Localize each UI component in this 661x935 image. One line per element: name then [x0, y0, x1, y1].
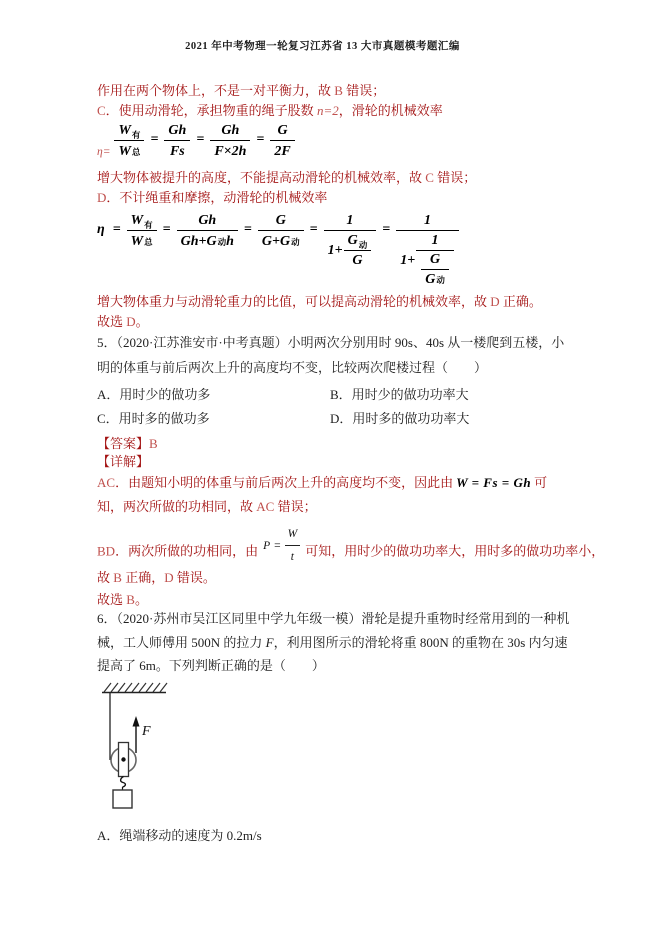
denominator — [396, 231, 459, 289]
fraction-nested-2 — [396, 209, 459, 289]
formula-lhs-eta: η — [97, 222, 105, 237]
explanation-text: ．不计绳重和摩擦，动滑轮的机械效率 — [106, 190, 328, 205]
question-6-stem — [97, 607, 574, 678]
symbol: G — [425, 272, 436, 287]
answer-letter: B — [334, 83, 343, 98]
denominator — [127, 231, 157, 252]
fraction-g-2f — [270, 119, 294, 162]
q5-option-c: C．用时多的做功多 — [97, 411, 210, 426]
inner-fraction — [416, 232, 454, 289]
answer-letter: B — [149, 436, 158, 451]
option-letter: C — [97, 103, 106, 118]
efficiency-formula-1 — [97, 119, 296, 162]
symbol: 1+ — [327, 243, 343, 258]
innermost-fraction — [421, 252, 449, 289]
explanation-line-5 — [97, 292, 542, 312]
q5-option-a: A．用时少的做功多 — [97, 387, 211, 402]
numerator: Gh — [164, 119, 190, 141]
numerator: G — [270, 119, 294, 141]
equals-sign: = — [150, 132, 159, 147]
fraction-g-ggd — [258, 209, 304, 252]
denominator: F×2h — [214, 144, 247, 159]
explanation-text: 错误； — [342, 83, 386, 98]
answer-letters: AC — [256, 499, 275, 514]
explanation-text: 增大物体重力与动滑轮重力的比值，可以提高动滑轮的机械效率，故 — [97, 294, 491, 309]
symbol: 1+ — [400, 252, 416, 268]
equals-sign: = — [309, 222, 318, 237]
numerator: G — [421, 252, 449, 270]
denominator — [416, 251, 454, 289]
option-letters: BD — [97, 543, 116, 559]
symbol: W — [118, 123, 131, 138]
work-formula: W = Fs = Gh — [456, 475, 532, 490]
question-5-stem: 5．（2020·江苏淮安市·中考真题）小明两次分别用时 90s、40s 从一楼爬到五楼，小明的体重与前后两次上升的高度均不变，比较两次爬楼过程（ ） — [97, 335, 565, 375]
explanation-text: ．由题知小明的体重与前后两次上升的高度均不变，因此由 — [115, 475, 454, 490]
denominator — [258, 231, 304, 252]
equals-sign: = — [112, 222, 121, 237]
symbol: W — [130, 234, 144, 249]
subscript: 动 — [358, 239, 368, 250]
q5-option-d: D．用时多的做功功率大 — [330, 411, 470, 426]
denominator — [421, 270, 449, 289]
power-formula — [263, 524, 300, 567]
detail-label: 【详解】 — [97, 454, 150, 469]
pulley-diagram — [100, 681, 200, 813]
equals-sign: = — [274, 539, 281, 552]
explanation-text: ，滑轮的机械效率 — [338, 103, 443, 118]
explanation-line-3 — [97, 168, 476, 188]
q5-explanation-bd2 — [97, 568, 216, 588]
numerator: 1 — [324, 209, 377, 231]
subscript: 动 — [217, 236, 227, 247]
answer-row — [97, 434, 158, 454]
subscript: 动 — [436, 274, 445, 285]
answer-letter: D — [164, 570, 174, 585]
answer-letter: D — [490, 294, 500, 309]
denominator — [114, 141, 144, 162]
question-text: ，利用图所示的滑轮将重 800N 的重物在 30s 内匀速提高了 6m。下列判断正确的是（ ） — [97, 634, 568, 673]
explanation-line-1 — [97, 81, 385, 101]
explanation-text: ．使用动滑轮，承担物重的绳子股数 — [105, 103, 317, 118]
numerator: Gh — [177, 209, 238, 231]
explanation-text: ．两次所做的功相同，由 — [115, 543, 259, 559]
force-symbol: F — [265, 634, 274, 650]
variable-n: n=2 — [316, 103, 339, 118]
numerator: 1 — [416, 232, 454, 251]
numerator — [344, 232, 372, 251]
explanation-line-4 — [97, 188, 327, 208]
explanation-text: 正确。 — [499, 294, 542, 309]
equals-sign: = — [162, 222, 171, 237]
option-letters: AC — [97, 475, 116, 490]
denominator: 2F — [274, 144, 291, 159]
fraction-gh-fs — [164, 119, 190, 162]
subscript: 动 — [291, 236, 300, 247]
inner-fraction — [344, 232, 372, 270]
explanation-text: 正确， — [121, 570, 165, 585]
subscript: 总 — [131, 146, 141, 157]
force-label: F — [142, 724, 151, 739]
denominator — [177, 231, 238, 252]
fraction-nested-1 — [324, 209, 377, 270]
fraction-gh-ghgdh — [177, 209, 238, 252]
explanation-text: 故 — [97, 570, 114, 585]
symbol: W — [130, 213, 144, 228]
explanation-text: 可知，两次所做的功相同，故 — [97, 475, 548, 514]
subscript: 有 — [144, 219, 153, 230]
answer-letter: B — [113, 570, 122, 585]
q6-option-a: A．绳端移动的速度为 0.2m/s — [97, 828, 262, 843]
numerator: W — [285, 524, 301, 546]
numerator — [114, 119, 144, 141]
denominator — [324, 231, 377, 270]
symbol: G — [347, 233, 358, 248]
explanation-text: 。 — [135, 314, 149, 329]
answer-letter: D — [126, 314, 136, 329]
numerator: 1 — [396, 209, 459, 231]
subscript: 有 — [131, 129, 141, 140]
pulley-axle — [121, 757, 125, 761]
formula-lhs-eta: η= — [97, 146, 111, 158]
fraction-gh-f2h — [210, 119, 250, 162]
numerator: G — [258, 209, 304, 231]
explanation-text: 错误。 — [173, 570, 216, 585]
denominator: G — [352, 253, 363, 268]
numerator: Gh — [210, 119, 250, 141]
q5-option-b: B．用时少的做功功率大 — [330, 387, 469, 402]
explanation-text: 错误； — [433, 170, 477, 185]
subscript: 总 — [144, 236, 153, 247]
explanation-text: 错误； — [274, 499, 317, 514]
explanation-text: 可知，用时少的做功功率大，用时多的做功功率小， — [305, 543, 605, 559]
efficiency-formula-2 — [97, 209, 460, 289]
equals-sign: = — [196, 132, 205, 147]
explanation-text: 作用在两个物体上，不是一对平衡力，故 — [97, 83, 335, 98]
question-text: 6．（2020·苏州市吴江区同里中学九年级一模）滑轮是提升重物时经常用到的一种机械，工人师傅用 500N 的拉力 — [97, 611, 570, 650]
q5-explanation-ac — [97, 471, 573, 519]
denominator: Fs — [169, 144, 185, 159]
force-arrow-head — [133, 716, 140, 727]
symbol: Gh+G — [180, 234, 217, 249]
fraction-w — [127, 209, 157, 252]
weight-block — [113, 790, 132, 808]
explanation-line-2 — [97, 101, 443, 121]
fraction-w-t — [285, 524, 301, 567]
explanation-text: 。 — [134, 592, 148, 607]
equals-sign: = — [256, 132, 265, 147]
answer-letter: B — [126, 592, 135, 607]
page-header-title: 2021 年中考物理一轮复习江苏省 13 大市真题模考题汇编 — [185, 41, 460, 52]
answer-label: 【答案】 — [97, 436, 150, 451]
hook — [121, 777, 126, 788]
numerator — [127, 209, 157, 231]
explanation-text: 故选 — [97, 592, 127, 607]
option-letter: D — [97, 190, 107, 205]
fraction-w — [114, 119, 144, 162]
conclusion-line — [97, 312, 149, 332]
explanation-text: 增大物体被提升的高度，不能提高动滑轮的机械效率，故 — [97, 170, 426, 185]
equals-sign: = — [382, 222, 391, 237]
equals-sign: = — [243, 222, 252, 237]
symbol: h — [226, 234, 234, 249]
symbol: W — [118, 144, 131, 159]
symbol-p: P — [263, 539, 271, 552]
explanation-text: 故选 — [97, 314, 127, 329]
answer-letter: C — [425, 170, 434, 185]
ceiling-hatching — [104, 683, 167, 692]
denominator: t — [290, 551, 294, 563]
symbol: G+G — [261, 234, 291, 249]
